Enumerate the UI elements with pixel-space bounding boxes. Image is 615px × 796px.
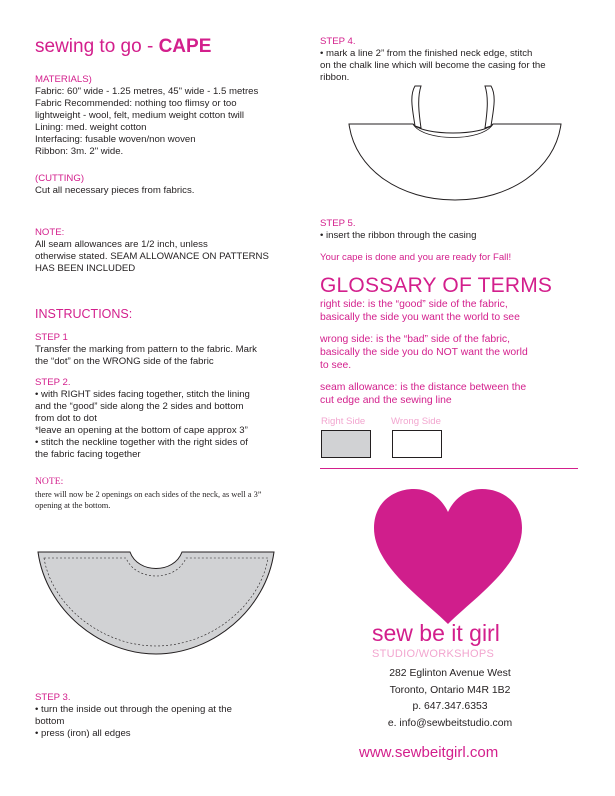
step-1 [35,332,310,368]
divider [320,468,578,469]
step-4-line: • mark a line 2” from the finished neck edge, stitch [320,48,533,59]
materials-line: Interfacing: fusable woven/non woven [35,134,196,145]
glossary-wrong-side [320,333,585,372]
step-2-line: *leave an opening at the bottom of cape approx 3” [35,425,248,436]
glossary-line: cut edge and the sewing line [320,395,452,406]
page-title [35,36,211,58]
materials-heading: MATERIALS) [35,74,92,85]
glossary-line: right side: is the “good” side of the fabric, [320,299,508,310]
step-5-line: • insert the ribbon through the casing [320,230,477,241]
step-1-line: Transfer the marking from pattern to the fabric. Mark [35,344,257,355]
step-5 [320,218,582,242]
glossary-line: basically the side you want the world to see [320,312,520,323]
glossary-right-side [320,298,585,324]
step-3-line: • press (iron) all edges [35,728,131,739]
glossary-line: to see. [320,360,352,371]
step-3-heading: STEP 3. [35,692,71,703]
seam-note-line: HAS BEEN INCLUDED [35,263,136,274]
materials-line: Lining: med. weight cotton [35,122,147,133]
step-2-line: the fabric facing together [35,449,141,460]
step-5-heading: STEP 5. [320,218,356,229]
title-lead: sewing to go - [35,36,159,57]
title-strong: CAPE [158,36,212,57]
heart-icon [372,488,524,626]
step-4 [320,36,582,84]
address-line-2: Toronto, Ontario M4R 1B2 [389,684,511,696]
cape-ribbon-illustration [343,84,568,204]
instructions-heading: INSTRUCTIONS: [35,307,133,321]
seam-note-line: All seam allowances are 1/2 inch, unless [35,239,208,250]
wrong-side-swatch [392,430,442,458]
seam-note-line: otherwise stated. SEAM ALLOWANCE ON PATTERNS [35,251,269,262]
glossary-seam-allowance [320,381,585,407]
done-message: Your cape is done and you are ready for Fall! [320,252,512,263]
website-link[interactable]: www.sewbeitgirl.com [359,744,499,761]
glossary-line: basically the side you do NOT want the world [320,347,528,358]
openings-note [35,476,320,511]
materials-line: Fabric: 60" wide - 1.25 metres, 45" wide - 1.5 metres [35,86,259,97]
glossary-heading: GLOSSARY OF TERMS [320,274,553,297]
step-2-heading: STEP 2. [35,377,71,388]
materials-line: lightweight - wool, felt, medium weight cotton twill [35,110,245,121]
step-4-line: on the chalk line which will become the casing for the [320,60,546,71]
glossary-line: wrong side: is the “bad” side of the fabric, [320,334,511,345]
step-2-line: and the “good” side along the 2 sides and bottom [35,401,244,412]
materials-section [35,74,305,158]
openings-note-line: there will now be 2 openings on each sides of the neck, as well a 3” [35,490,262,499]
step-4-heading: STEP 4. [320,36,356,47]
materials-line: Fabric Recommended: nothing too flimsy or too [35,98,237,109]
step-2-line: • stitch the neckline together with the right sides of [35,437,248,448]
cutting-section [35,173,305,197]
cutting-heading: (CUTTING) [35,173,85,184]
contact-block [335,666,565,732]
seam-note [35,227,310,275]
openings-note-heading: NOTE: [35,476,64,487]
step-2-line: from dot to dot [35,413,97,424]
brand-name: sew be it girl [372,620,500,646]
step-1-line: the “dot” on the WRONG side of the fabric [35,356,214,367]
seam-note-heading: NOTE: [35,227,65,238]
brand-subtitle: STUDIO/WORKSHOPS [372,648,495,660]
materials-line: Ribbon: 3m. 2" wide. [35,146,124,157]
step-1-heading: STEP 1 [35,332,68,343]
cape-lining-illustration [34,544,279,664]
email: e. info@sewbeitstudio.com [387,717,513,729]
wrong-side-swatch-label: Wrong Side [391,416,441,427]
cutting-text: Cut all necessary pieces from fabrics. [35,185,195,196]
openings-note-line: opening at the bottom. [35,501,111,510]
address-line-1: 282 Eglinton Avenue West [389,668,511,679]
step-2-line: • with RIGHT sides facing together, stitch the lining [35,389,250,400]
step-2 [35,377,310,461]
right-side-swatch [321,430,371,458]
step-4-line: ribbon. [320,72,350,83]
step-3-line: • turn the inside out through the opening at the [35,704,232,715]
step-3-line: bottom [35,716,65,727]
glossary-line: seam allowance: is the distance between the [320,382,527,393]
phone: p. 647.347.6353 [412,701,488,712]
right-side-swatch-label: Right Side [321,416,366,427]
step-3 [35,692,310,740]
